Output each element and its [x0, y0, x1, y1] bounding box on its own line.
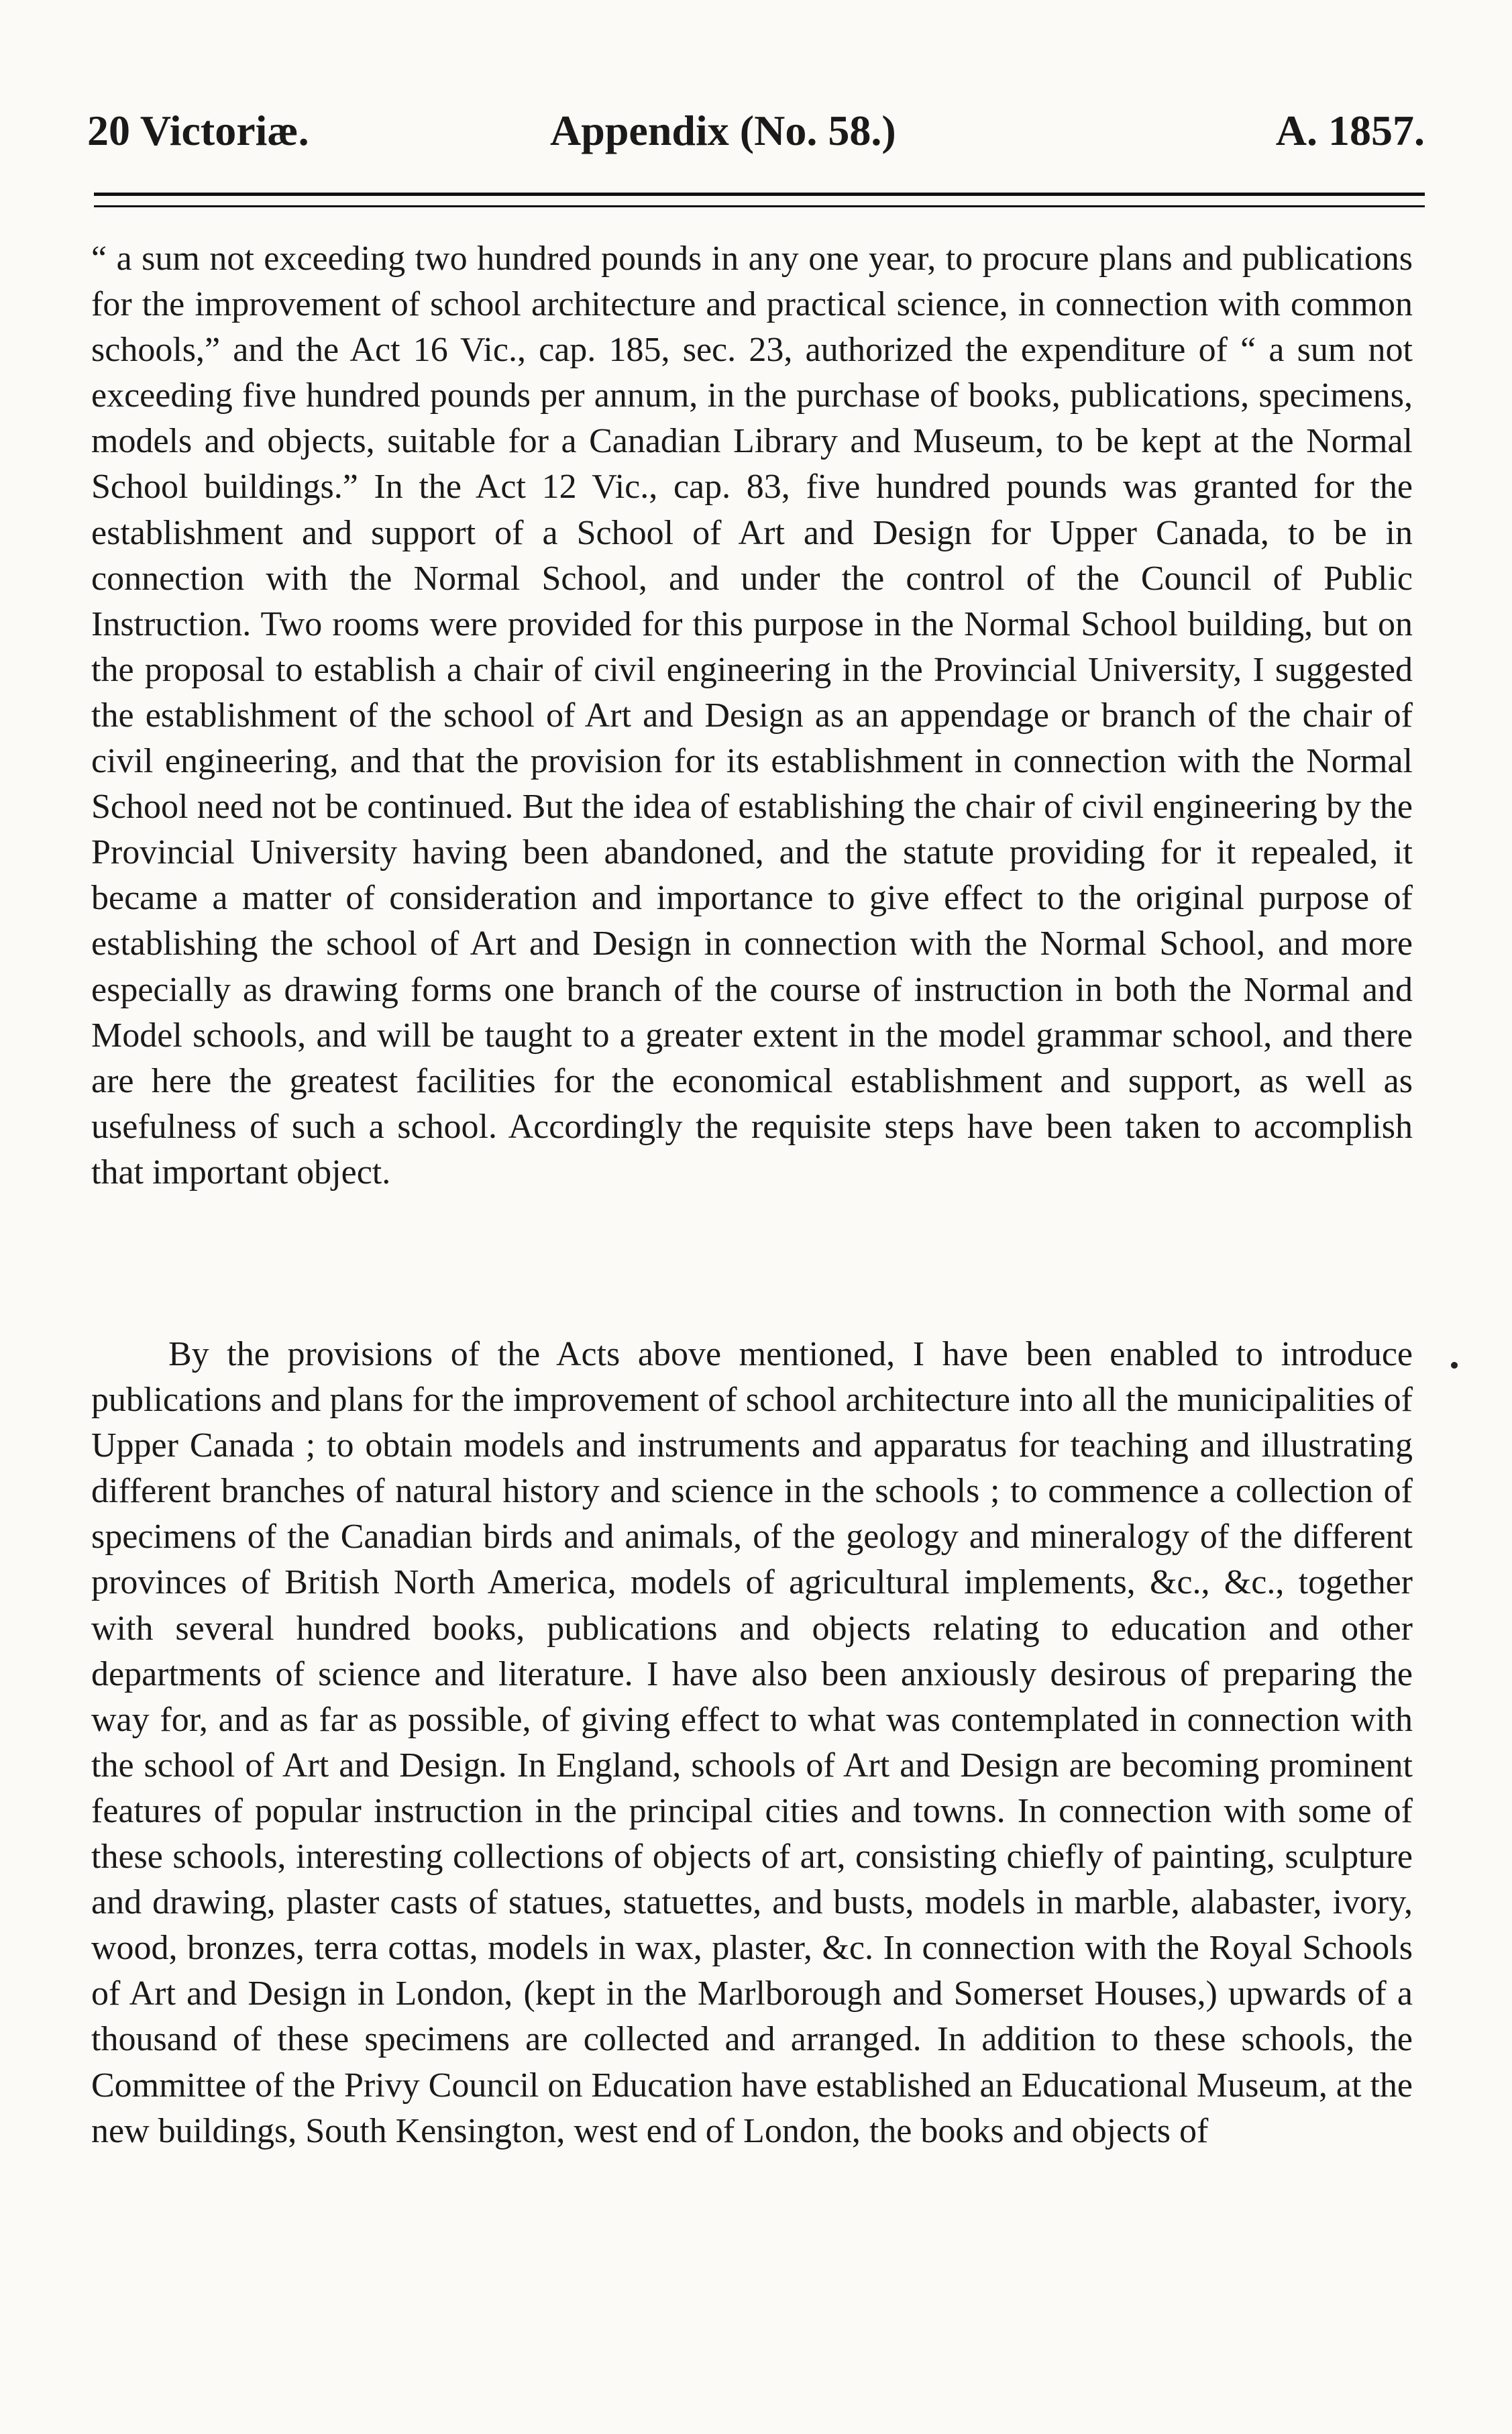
header-year: A. 1857.	[1275, 107, 1425, 154]
paragraph-2: By the provisions of the Acts above mentioned, I have been enabled to introduce publications and plans for the improvement of school architecture into all the municipalities of Upper Canada ; to obtain models and instruments and apparatus for teaching and illustrating different branches of natural history and science in the schools ; to commence a collection of specimens of the Canadian birds and animals, of the geology and mineralogy of the different provinces of British North America, models of agricultural implements, &c., &c., together with several hundred books, publications and objects relating to education and other departments of science and literature. I have also been anxiously desirous of preparing the way for, and as far as possible, of giving effect to what was contemplated in connection with the school of Art and Design. In England, schools of Art and Design are becoming prominent features of popular instruction in the principal cities and towns. In connection with some of these schools, interesting collections of objects of art, consisting chiefly of painting, sculpture and drawing, plaster casts of statues, statuettes, and busts, models in marble, alabaster, ivory, wood, bronzes, terra cottas, models in wax, plaster, &c. In connection with the Royal Schools of Art and Design in London, (kept in the Marlborough and Somerset Houses,) upwards of a thousand of these specimens are collected and arranged. In addition to these schools, the Committee of the Privy Council on Education have established an Educational Museum, at the new buildings, South Kensington, west end of London, the books and objects of	[91, 1335, 1413, 2150]
header-appendix-title: Appendix (No. 58.)	[550, 107, 896, 154]
paragraph-1: “ a sum not exceeding two hundred pounds in any one year, to procure plans and publications for the improvement of school architecture and practical science, in connection with common schools,” and the Act 16 Vic., cap. 185, sec. 23, authorized the expenditure of “ a sum not exceeding five hundred pounds per annum, in the purchase of books, publications, specimens, models and objects, suitable for a Canadian Library and Museum, to be kept at the Normal School buildings.” In the Act 12 Vic., cap. 83, five hundred pounds was granted for the establishment and support of a School of Art and Design for Upper Canada, to be in connection with the Normal School, and under the control of the Council of Public Instruction. Two rooms were provided for this purpose in the Normal School building, but on the proposal to establish a chair of civil engineering in the Provincial University, I suggested the establishment of the school of Art and Design as an appendage or branch of the chair of civil engineering, and that the provision for its establishment in connection with the Normal School need not be continued. But the idea of establishing the chair of civil engineering by the Provincial University having been abandoned, and the statute providing for it repealed, it became a matter of consideration and importance to give effect to the original purpose of establishing the school of Art and Design in connection with the Normal School, and more especially as drawing forms one branch of the course of instruction in both the Normal and Model schools, and will be taught to a greater extent in the model grammar school, and there are here the greatest facilities for the economical establishment and support, as well as usefulness of such a school. Accordingly the requisite steps have been taken to accomplish that important object.	[91, 240, 1413, 1192]
page-header	[87, 101, 1425, 161]
paragraph-2-block	[91, 1332, 1413, 2154]
header-session: 20 Victoriæ.	[87, 107, 309, 154]
margin-mark	[1451, 1362, 1458, 1369]
header-rule-thick	[94, 193, 1425, 196]
paragraph-1-block	[91, 236, 1413, 1196]
header-rule-thin	[94, 205, 1425, 207]
